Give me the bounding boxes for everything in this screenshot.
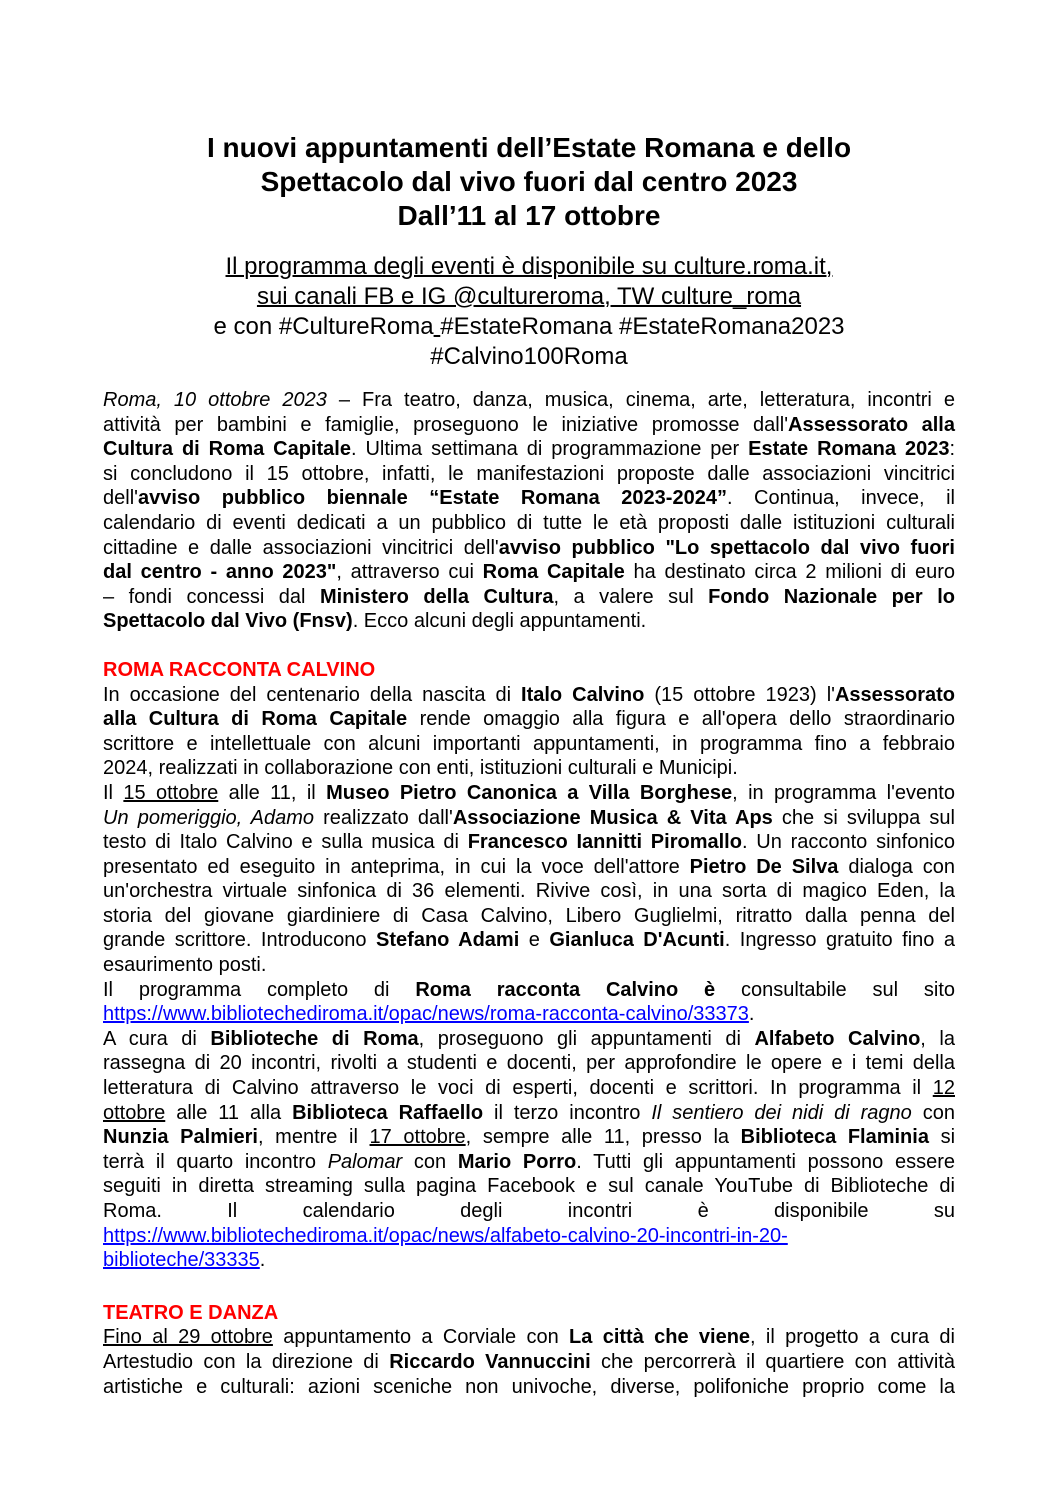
text-run: #EstateRomana #EstateRomana2023 — [440, 313, 845, 340]
text-run: Biblioteche di Roma — [210, 1027, 419, 1050]
text-run: Assessorato alla — [788, 413, 955, 436]
text-run: Roma. Il calendario degli incontri è disponibile su — [103, 1200, 955, 1222]
text-run: Alfabeto Calvino — [754, 1027, 921, 1050]
text-line — [103, 683, 955, 708]
text-run: Biblioteca Raffaello — [292, 1101, 484, 1124]
subtitle-line-4 — [103, 342, 955, 372]
text-line — [103, 806, 955, 831]
text-run: ottobre — [103, 1101, 166, 1124]
text-line — [103, 732, 955, 757]
text-run: letteratura di Calvino attraverso le voci di esperti, docenti e scrittori. In programma il — [103, 1077, 933, 1100]
text-run: avviso pubblico biennale “Estate Romana 2023-2024” — [137, 487, 727, 510]
text-run: un'orchestra virtuale sinfonica di 36 elementi. Rivive così, in una sorta di magico Eden, la — [103, 880, 955, 903]
document-title — [103, 131, 955, 233]
corviale-paragraph — [103, 1325, 955, 1399]
link-roma-racconta-calvino[interactable]: https://www.bibliotechediroma.it/opac/news/roma-racconta-calvino/33373 — [103, 1003, 749, 1026]
text-line — [103, 536, 955, 561]
text-line — [103, 707, 955, 732]
text-run: cittadine e dalle associazioni vincitrici dell' — [103, 536, 499, 559]
text-line — [103, 879, 955, 904]
text-run: testo di Italo Calvino e sulla musica di — [103, 831, 468, 854]
text-run: terrà il quarto incontro — [103, 1150, 328, 1173]
text-run: Il programma degli eventi è disponibile su culture.roma.it, — [225, 253, 833, 280]
text-run: presentato ed eseguito in anteprima, in cui la voce dell'attore — [103, 855, 690, 878]
link-alfabeto-calvino-line1[interactable]: https://www.bibliotechediroma.it/opac/news/alfabeto-calvino-20-incontri-in-20- — [103, 1224, 788, 1247]
text-run: 17 ottobre — [369, 1126, 466, 1149]
text-run: Artestudio con la direzione di — [103, 1350, 390, 1373]
text-run: Palomar — [327, 1150, 403, 1173]
text-run: . Continua, invece, il — [726, 487, 955, 510]
text-run: . Ingresso gratuito fino a — [724, 929, 955, 952]
text-line — [103, 1150, 955, 1175]
text-run: appuntamento a Corviale con — [272, 1326, 570, 1349]
text-run: – Fra teatro, danza, musica, cinema, arte, letteratura, incontri e — [326, 389, 955, 411]
text-line — [103, 756, 955, 781]
text-line — [103, 781, 955, 806]
text-run: alle 11, il — [218, 781, 327, 804]
text-run: Museo Pietro Canonica a Villa Borghese — [326, 781, 733, 804]
text-run: avviso pubblico "Lo spettacolo dal vivo fuori — [498, 536, 955, 559]
text-run: si — [928, 1126, 956, 1149]
text-run: , sempre alle 11, presso la — [465, 1126, 741, 1149]
text-run: consultabile sul sito — [715, 978, 956, 1001]
text-run: che si sviluppa sul — [772, 806, 955, 829]
text-run: Biblioteca Flaminia — [740, 1126, 929, 1149]
subtitle-line-2 — [103, 282, 955, 312]
text-run: (15 ottobre 1923) l' — [644, 683, 835, 706]
text-run: . — [748, 1003, 755, 1026]
text-run: Il sentiero dei nidi di ragno — [651, 1101, 912, 1124]
text-run: In occasione del centenario della nascita di — [103, 683, 522, 706]
text-run: e con #CultureRoma — [213, 313, 434, 340]
text-line — [103, 1174, 955, 1199]
text-line — [103, 560, 955, 585]
text-run: . Tutti gli appuntamenti possono essere — [576, 1150, 955, 1173]
text-line — [103, 1076, 955, 1101]
text-run: La città che viene — [569, 1326, 751, 1349]
text-run: Un pomeriggio, Adamo — [103, 806, 314, 829]
text-run: Roma, 10 ottobre 2023 — [103, 389, 327, 411]
text-line — [103, 978, 955, 1003]
title-line-1: I nuovi appuntamenti dell’Estate Romana e dello — [206, 132, 852, 163]
text-run: , il progetto a cura di — [750, 1326, 955, 1349]
text-run: con — [911, 1101, 955, 1124]
text-run: – fondi concessi dal — [103, 585, 320, 608]
text-run: dialoga con — [838, 855, 955, 878]
title-line-2: Spettacolo dal vivo fuori dal centro 2023 — [260, 166, 798, 197]
title-line-3: Dall’11 al 17 ottobre — [397, 200, 661, 231]
text-line — [103, 388, 955, 413]
text-run: Italo Calvino — [521, 683, 645, 706]
text-run: sui canali FB e IG @cultureroma, TW culture_roma — [256, 283, 802, 310]
text-line — [103, 462, 955, 487]
link-alfabeto-calvino-line2[interactable]: biblioteche/33335 — [103, 1249, 260, 1272]
text-line — [103, 904, 955, 929]
text-line — [103, 1224, 955, 1249]
text-run: A cura di — [103, 1027, 211, 1050]
text-run: Cultura di Roma Capitale — [103, 438, 351, 461]
text-run: che percorrerà il quartiere con attività — [590, 1350, 956, 1373]
section-heading-teatro-e-danza: TEATRO E DANZA — [103, 1301, 279, 1324]
text-line — [103, 437, 955, 462]
text-line — [103, 855, 955, 880]
section-heading-roma-racconta-calvino: ROMA RACCONTA CALVINO — [103, 658, 376, 681]
text-run: 12 — [932, 1077, 955, 1100]
text-run: e — [519, 929, 550, 952]
text-run: 15 ottobre — [123, 781, 219, 804]
text-run: , la — [920, 1027, 955, 1050]
text-run: Estate Romana 2023 — [748, 438, 950, 461]
subtitle-line-1 — [103, 252, 955, 282]
text-run: . Ultima settimana di programmazione per — [350, 438, 749, 461]
text-run: , a valere sul — [553, 585, 709, 608]
text-run: , attraverso cui — [336, 561, 483, 584]
text-run: Roma racconta Calvino è — [415, 978, 716, 1001]
text-run: artistiche e culturali: azioni sceniche non univoche, diverse, polifoniche proprio come la — [103, 1375, 955, 1398]
museo-canonica-paragraph — [103, 781, 955, 978]
text-line — [103, 1002, 955, 1027]
text-run: #Calvino100Roma — [430, 343, 628, 370]
text-run: : — [949, 438, 956, 461]
text-run: Il programma completo di — [103, 978, 416, 1001]
alfabeto-calvino-paragraph — [103, 1027, 955, 1273]
text-run: rassegna di 20 incontri, rivolti a studenti e docenti, per approfondire le opere e i temi della — [103, 1052, 955, 1075]
text-run: Roma Capitale — [482, 561, 625, 584]
text-line — [103, 585, 955, 610]
text-run: . Un racconto sinfonico — [741, 831, 956, 854]
text-run: alla Cultura di Roma Capitale — [103, 708, 408, 731]
text-run: dell' — [103, 487, 138, 510]
text-run: scrittore e intellettuale con alcuni importanti appuntamenti, in programma fino a febbraio — [103, 732, 955, 755]
subtitle-line-3 — [103, 312, 955, 342]
text-run: Fondo Nazionale per lo — [708, 585, 955, 608]
text-run: , in programma l'evento — [732, 781, 955, 804]
text-run: dal centro - anno 2023" — [103, 561, 337, 584]
text-run: realizzato dall' — [313, 806, 453, 829]
text-run: grande scrittore. Introducono — [103, 929, 377, 952]
intro-paragraph — [103, 388, 955, 634]
text-line — [103, 1248, 955, 1273]
text-run: Francesco Iannitti Piromallo — [467, 831, 742, 854]
text-run: Ministero della Cultura — [319, 585, 554, 608]
text-run: alle 11 alla — [165, 1101, 293, 1124]
text-run: Fino al 29 ottobre — [103, 1326, 273, 1349]
text-line — [103, 953, 955, 978]
text-line — [103, 413, 955, 438]
text-run: Stefano Adami — [376, 929, 520, 952]
program-availability-note — [103, 252, 955, 372]
text-line — [103, 1325, 955, 1350]
text-line — [103, 486, 955, 511]
text-run: si concludono il 15 ottobre, infatti, le manifestazioni proposte dalle associazioni vincitrici — [103, 462, 955, 485]
text-line — [103, 830, 955, 855]
text-run: Gianluca D'Acunti — [549, 929, 725, 952]
text-run: Assessorato — [834, 683, 956, 706]
document-body — [103, 388, 955, 1399]
text-run: con — [402, 1150, 458, 1173]
text-line — [103, 1051, 955, 1076]
text-line — [103, 1101, 955, 1126]
text-line — [103, 1125, 955, 1150]
text-line — [103, 511, 955, 536]
text-line — [103, 1375, 955, 1400]
text-run: ha destinato circa 2 milioni di euro — [624, 561, 955, 584]
text-run: Spettacolo dal Vivo (Fnsv) — [103, 610, 353, 633]
text-line — [103, 928, 955, 953]
text-run: attività per bambini e famiglie, proseguono le iniziative promosse dall' — [103, 413, 789, 436]
text-run: , mentre il — [258, 1126, 370, 1149]
text-run: calendario di eventi dedicati a un pubblico di tutte le età proposti dalle istituzioni culturali — [103, 511, 955, 534]
text-run: . — [259, 1249, 266, 1272]
text-run: esaurimento posti. — [103, 954, 267, 977]
text-run: 2024, realizzati in collaborazione con enti, istituzioni culturali e Municipi. — [103, 757, 738, 780]
text-run: Associazione Musica & Vita Aps — [452, 806, 773, 829]
text-run: rende omaggio alla figura e all'opera dello straordinario — [407, 708, 955, 731]
text-line — [103, 609, 955, 634]
text-run: . Ecco alcuni degli appuntamenti. — [352, 610, 647, 633]
programma-completo-paragraph — [103, 978, 955, 1027]
text-run: , proseguono gli appuntamenti di — [418, 1027, 755, 1050]
text-run: Il — [103, 781, 124, 804]
text-run: Pietro De Silva — [689, 855, 839, 878]
text-run: Nunzia Palmieri — [103, 1126, 258, 1149]
calvino-centenary-paragraph — [103, 683, 955, 781]
text-run: il terzo incontro — [483, 1101, 652, 1124]
text-line — [103, 1027, 955, 1052]
text-run: Mario Porro — [457, 1150, 577, 1173]
text-run: Riccardo Vannuccini — [389, 1350, 591, 1373]
text-run: seguiti in diretta streaming sulla pagina Facebook e sul canale YouTube di Biblioteche di — [103, 1175, 955, 1198]
text-line — [103, 1199, 955, 1224]
text-line — [103, 1350, 955, 1375]
text-run: storia del giovane giardiniere di Casa Calvino, Libero Guglielmi, ritratto dalla penna del — [103, 904, 955, 927]
